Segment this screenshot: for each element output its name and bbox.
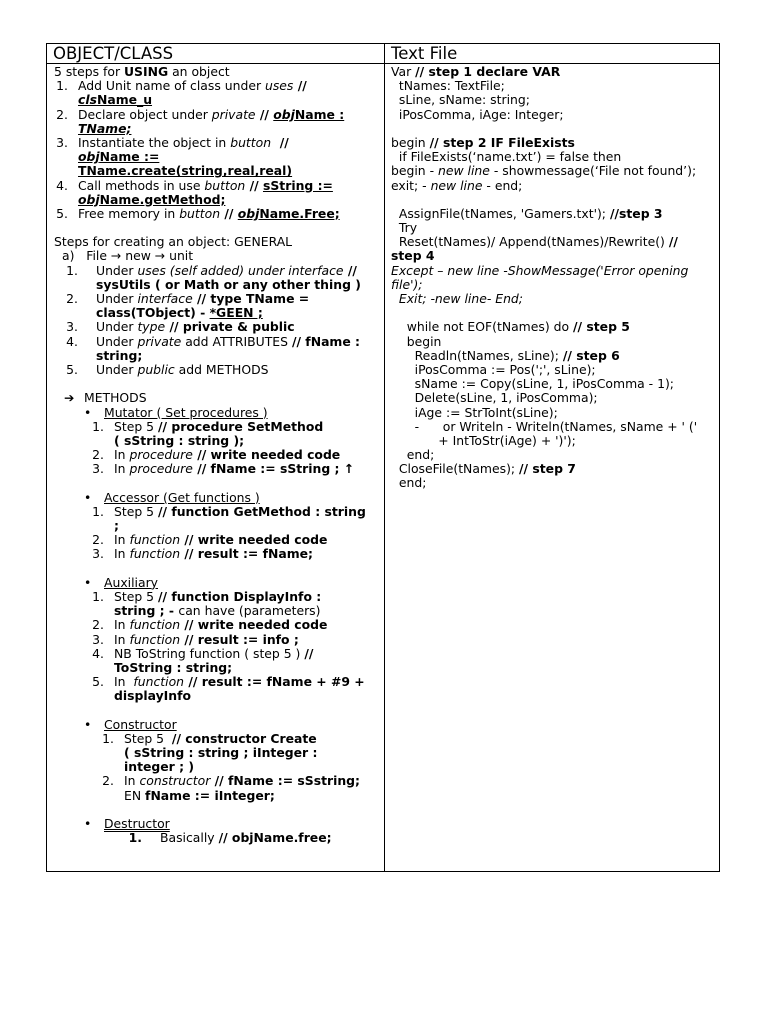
- code-line: iPosComma := Pos(';', sLine);: [391, 361, 596, 377]
- using-intro: 5 steps for USING an object: [54, 64, 230, 79]
- code-line: iPosComma, iAge: Integer;: [391, 106, 564, 122]
- code-line: Readln(tNames, sLine); // step 6: [391, 347, 620, 363]
- code-line: CloseFile(tNames); // step 7: [391, 461, 576, 477]
- constructor-heading: • Constructor: [84, 716, 177, 732]
- using-step-4: 4. Call methods in use button // sString :=: [56, 177, 333, 193]
- code-line: Exit; -new line- End;: [391, 291, 523, 306]
- bullet-icon: •: [84, 716, 92, 732]
- text-file-column: [391, 65, 717, 491]
- code-line: Try: [391, 220, 418, 236]
- code-line: exit; - new line - end;: [391, 177, 523, 193]
- mutator-heading: • Mutator ( Set procedures ): [84, 404, 268, 420]
- code-line: sLine, sName: string;: [391, 92, 530, 108]
- bullet-icon: •: [84, 404, 92, 420]
- code-line: file');: [391, 276, 423, 292]
- code-line: sName := Copy(sLine, 1, iPosComma - 1);: [391, 376, 674, 392]
- using-step-2: 2. Declare object under private // objName :: [56, 106, 345, 122]
- code-line: AssignFile(tNames, 'Gamers.txt'); //step 3: [391, 205, 663, 221]
- auxiliary-heading: • Auxiliary: [84, 574, 159, 590]
- general-step-4: 4. Under private add ATTRIBUTES // fName :: [66, 333, 361, 349]
- using-step-3: 3. Instantiate the object in button //: [56, 134, 289, 150]
- code-line: Reset(tNames)/ Append(tNames)/Rewrite() //: [391, 234, 678, 250]
- code-line: - or Writeln - Writeln(tNames, sName + ' (': [391, 418, 698, 434]
- code-line: begin: [391, 333, 442, 349]
- destructor-heading: • Destructor: [84, 815, 170, 831]
- code-line: tNames: TextFile;: [391, 78, 505, 94]
- methods-heading: ➔ METHODS: [64, 390, 147, 406]
- object-class-column: 5 steps for USING an object 1. Add Unit name of class under uses // clsName_u 2. Declare object under private // objName : TName; 3. Instantiate the object in button // objName := TName.create(string,real,real) 4. Call methods in use button // sString := objName.getMethod; 5. Free memory in button // objName.Free; Steps for creating an object: GENERAL a) File → new → unit 1. Under uses (self added) under interface // sysUtils ( or Math or any other thing ) 2. Under interface // type TName = class(TObject) - *GEEN ; 3. Under type // private & public 4. Under private add ATTRIBUTES // fName : string; 5. Under public add METHODS ➔ METHODS • Mutator ( Set procedures ) 1. Step 5 // procedure SetMethod ( sString : string ); 2. In procedure // write needed code 3. In procedure // fName := sString ; ↑ • Accessor (Get functions ) 1. Step 5 // function GetMethod : string ; 2. In function // write needed code 3. In function // result := fName; • Auxiliary 1. Step 5 // function DisplayInfo : string ; - can have (parameters) 2. In function // write needed code 3. In function // result := info ; 4. NB ToString function ( step 5 ) // ToString : string; 5. In function // result := fName + #9 + displayInfo • Constructor 1. Step 5 // constructor Create ( sString : string ; iInteger : integer ; ) 2. In constructor // fName := sSstring; EN fName := iInteger; • Destructor 1. Basically // objName.free;: [54, 65, 380, 845]
- code-line: end;: [391, 475, 427, 491]
- code-line: while not EOF(tNames) do // step 5: [391, 319, 630, 335]
- code-line: begin - new line - showmessage(‘File not found’);: [391, 163, 697, 179]
- header-object-class: OBJECT/CLASS: [53, 44, 174, 63]
- code-line: begin // step 2 IF FileExists: [391, 134, 575, 150]
- code-line: step 4: [391, 248, 435, 264]
- code-line: Except – new line -ShowMessage('Error opening: [391, 262, 689, 278]
- file-new-unit: a) File → new → unit: [62, 248, 194, 264]
- code-line: Var // step 1 declare VAR: [391, 64, 561, 79]
- arrow-icon: ➔: [64, 390, 75, 406]
- code-line: Delete(sLine, 1, iPosComma);: [391, 390, 598, 406]
- code-line: if FileExists(‘name.txt’) = false then: [391, 149, 622, 165]
- header-text-file: Text File: [391, 44, 458, 63]
- notes-table: [46, 43, 720, 872]
- general-step-3: 3. Under type // private & public: [66, 319, 295, 335]
- code-line: end;: [391, 447, 435, 463]
- code-line: + IntToStr(iAge) + ')');: [391, 432, 576, 448]
- general-title: Steps for creating an object: GENERAL: [54, 234, 293, 250]
- bullet-icon: •: [84, 815, 92, 831]
- general-step-5: 5. Under public add METHODS: [66, 361, 269, 377]
- accessor-heading: • Accessor (Get functions ): [84, 489, 260, 505]
- bullet-icon: •: [84, 574, 92, 590]
- bullet-icon: •: [84, 489, 92, 505]
- column-divider: [384, 44, 385, 871]
- general-step-2: 2. Under interface // type TName =: [66, 291, 310, 306]
- using-step-5: 5. Free memory in button // objName.Free;: [56, 205, 340, 221]
- general-step-1: 1. Under uses (self added) under interface //: [66, 262, 357, 278]
- code-line: iAge := StrToInt(sLine);: [391, 404, 558, 420]
- using-step-1: 1. Add Unit name of class under uses //: [56, 78, 307, 94]
